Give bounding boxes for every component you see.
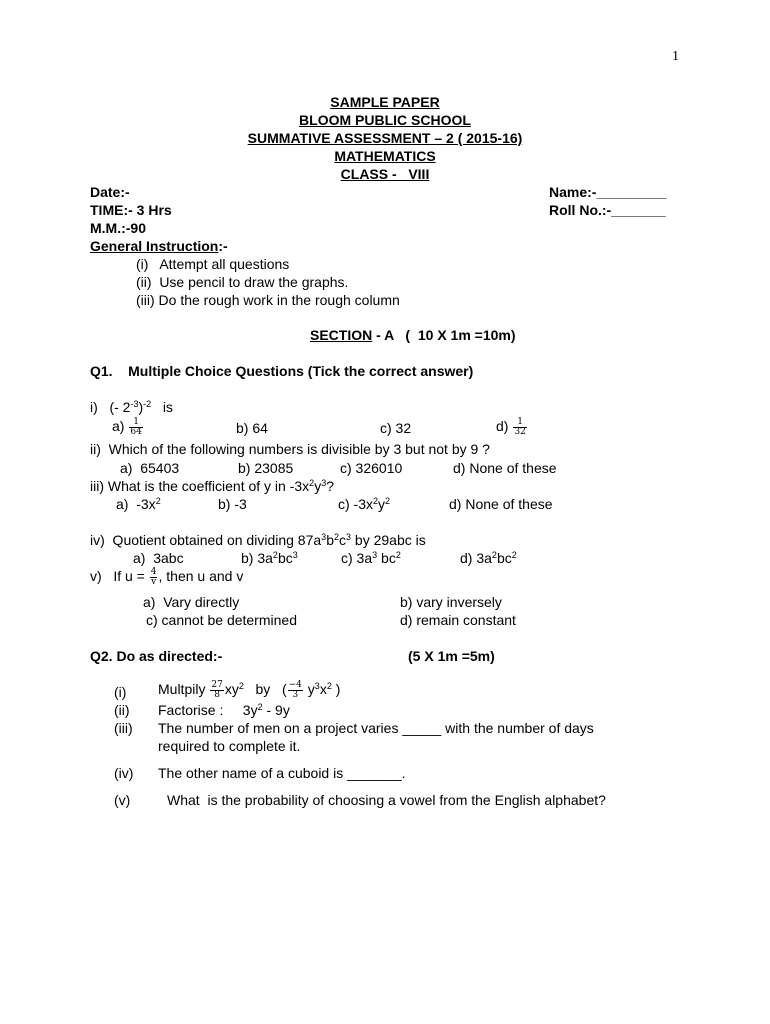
q1-iii-option-d: d) None of these	[449, 496, 553, 512]
exponent: 2	[511, 550, 517, 560]
option-label: d)	[496, 418, 509, 435]
fraction	[150, 568, 158, 587]
q2-i-label: Multpily	[158, 681, 206, 698]
q1-iv-text: iv) Quotient obtained on dividing 87a	[90, 532, 322, 548]
q1-iii-text: ?	[326, 478, 334, 494]
section-label: SECTION	[310, 327, 373, 343]
q2-item-number: (iii)	[114, 720, 133, 736]
q1-v-option-c: c) cannot be determined	[146, 612, 297, 628]
exponent: 2	[491, 550, 497, 560]
denominator: 8	[214, 690, 220, 700]
date-label: Date:-	[90, 184, 130, 200]
numerator: 1	[129, 418, 142, 428]
instruction-item: (i) Attempt all questions	[136, 256, 290, 272]
q1-iv-option-d	[460, 550, 517, 567]
q2-item-number: (ii)	[114, 702, 130, 718]
q2-v-text: What is the probability of choosing a vowel from the English alphabet?	[167, 792, 606, 808]
q1-i-option-a	[112, 418, 144, 437]
term: y	[303, 681, 315, 698]
term: x	[319, 681, 327, 698]
exponent: 3	[372, 550, 378, 560]
option-label: a)	[112, 418, 125, 435]
denominator: 3	[292, 690, 299, 700]
q1-i-text: )	[138, 399, 144, 415]
exponent: 2	[326, 681, 332, 691]
exponent: 2	[395, 550, 401, 560]
exponent: -3	[130, 399, 139, 409]
fraction	[513, 418, 526, 437]
q1-v-option-b: b) vary inversely	[400, 594, 502, 610]
exponent: 2	[373, 496, 379, 506]
fraction	[129, 418, 142, 437]
exponent: 3	[314, 681, 320, 691]
option-text: c) -3x	[338, 496, 373, 512]
q2-item-number: (i)	[114, 684, 127, 700]
general-instruction-label: General Instruction	[90, 238, 219, 254]
term: )	[331, 681, 341, 698]
q1-iv-text: by 29abc is	[351, 532, 426, 548]
term: by (	[243, 681, 287, 698]
q1-iv-text: b	[326, 532, 334, 548]
q1-ii-option-d: d) None of these	[453, 460, 557, 476]
exponent: 2	[257, 702, 263, 712]
exponent: 3	[292, 550, 298, 560]
max-marks: M.M.:-90	[90, 220, 146, 236]
q1-i-text: is	[151, 399, 173, 415]
q1-i-stem	[90, 399, 173, 416]
q1-iv-text: c	[339, 532, 346, 548]
option-text: bc	[377, 550, 396, 566]
time-label: TIME:- 3 Hrs	[90, 202, 172, 218]
general-instruction-suffix: :-	[218, 238, 228, 254]
option-text: bc	[496, 550, 512, 566]
section-a-marks: - A ( 10 X 1m =10m)	[372, 327, 516, 343]
option-text: a) -3x	[116, 496, 156, 512]
q2-title: Q2. Do as directed:-	[90, 648, 223, 664]
instruction-item: (iii) Do the rough work in the rough column	[136, 292, 400, 308]
q1-v-stem	[90, 568, 243, 587]
q1-v-text: , then u and v	[158, 568, 244, 585]
q2-iii-line1: The number of men on a project varies _____ with the number of days	[158, 720, 594, 736]
exponent: 2	[385, 496, 391, 506]
option-text: b) 3a	[241, 550, 273, 566]
exponent: 2	[272, 550, 278, 560]
q1-iv-option-b	[241, 550, 298, 567]
name-field: Name:-_________	[549, 184, 667, 200]
exponent: 2	[309, 478, 315, 488]
option-text: y	[378, 496, 386, 512]
fraction	[210, 681, 223, 700]
q2-ii-label: Factorise : 3y	[158, 702, 258, 718]
q2-item-number: (iv)	[114, 765, 134, 781]
header-class: CLASS - VIII	[340, 166, 430, 182]
q1-i-option-d	[496, 418, 528, 437]
q2-i-text	[158, 681, 340, 700]
header-assessment: SUMMATIVE ASSESSMENT – 2 ( 2015-16)	[247, 130, 523, 146]
exponent: 3	[346, 532, 352, 542]
option-text: bc	[277, 550, 293, 566]
q2-item-number: (v)	[114, 792, 131, 808]
q1-iv-option-a: a) 3abc	[133, 550, 184, 566]
general-instruction-heading	[90, 238, 228, 255]
q2-iii-line2: required to complete it.	[158, 738, 301, 754]
denominator: v	[151, 577, 157, 587]
q2-iv-text: The other name of a cuboid is _______.	[158, 765, 406, 781]
section-a-heading	[310, 327, 516, 344]
roll-field: Roll No.:-_______	[549, 202, 666, 218]
header-school-name: BLOOM PUBLIC SCHOOL	[299, 112, 471, 128]
exponent: -2	[143, 399, 152, 409]
fraction	[288, 681, 303, 700]
option-text: c) 3a	[341, 550, 373, 566]
q1-ii-option-b: b) 23085	[238, 460, 294, 476]
q1-iii-stem	[90, 478, 334, 495]
q1-v-text: v) If u =	[90, 568, 145, 585]
q1-i-text: i) (- 2	[90, 399, 131, 415]
q1-iii-option-b: b) -3	[218, 496, 247, 512]
q1-v-option-d: d) remain constant	[400, 612, 516, 628]
exponent: 3	[321, 532, 327, 542]
numerator: 27	[211, 680, 223, 690]
q1-ii-option-c: c) 326010	[340, 460, 403, 476]
exponent: 2	[155, 496, 161, 506]
term: - 9y	[262, 702, 290, 718]
q2-ii-text	[158, 702, 290, 719]
q1-iii-option-a	[116, 496, 161, 513]
option-text: d) 3a	[460, 550, 492, 566]
term: xy	[224, 681, 239, 698]
denominator: 64	[130, 427, 142, 437]
q1-ii-option-a: a) 65403	[120, 460, 180, 476]
exponent: 2	[333, 532, 339, 542]
q1-iv-option-c	[341, 550, 401, 567]
q1-i-option-c: c) 32	[380, 420, 412, 436]
numerator: −4	[288, 680, 302, 690]
q1-iv-stem	[90, 532, 426, 549]
q1-title: Q1. Multiple Choice Questions (Tick the correct answer)	[90, 363, 474, 379]
header-subject: MATHEMATICS	[334, 148, 436, 164]
page-number: 1	[672, 49, 679, 64]
numerator: 1	[513, 418, 526, 428]
q1-iii-text: y	[314, 478, 322, 494]
header-sample-paper: SAMPLE PAPER	[330, 94, 440, 110]
q1-v-option-a: a) Vary directly	[143, 594, 240, 610]
exponent: 3	[321, 478, 327, 488]
exponent: 2	[238, 681, 244, 691]
instruction-item: (ii) Use pencil to draw the graphs.	[136, 274, 349, 290]
q1-i-option-b: b) 64	[236, 420, 268, 436]
q1-iii-option-c	[338, 496, 390, 513]
q1-ii-stem: ii) Which of the following numbers is divisible by 3 but not by 9 ?	[90, 441, 490, 457]
q1-iii-text: iii) What is the coefficient of y in -3x	[90, 478, 310, 494]
q2-marks: (5 X 1m =5m)	[408, 648, 495, 664]
denominator: 32	[514, 427, 526, 437]
numerator: 4	[150, 567, 157, 577]
